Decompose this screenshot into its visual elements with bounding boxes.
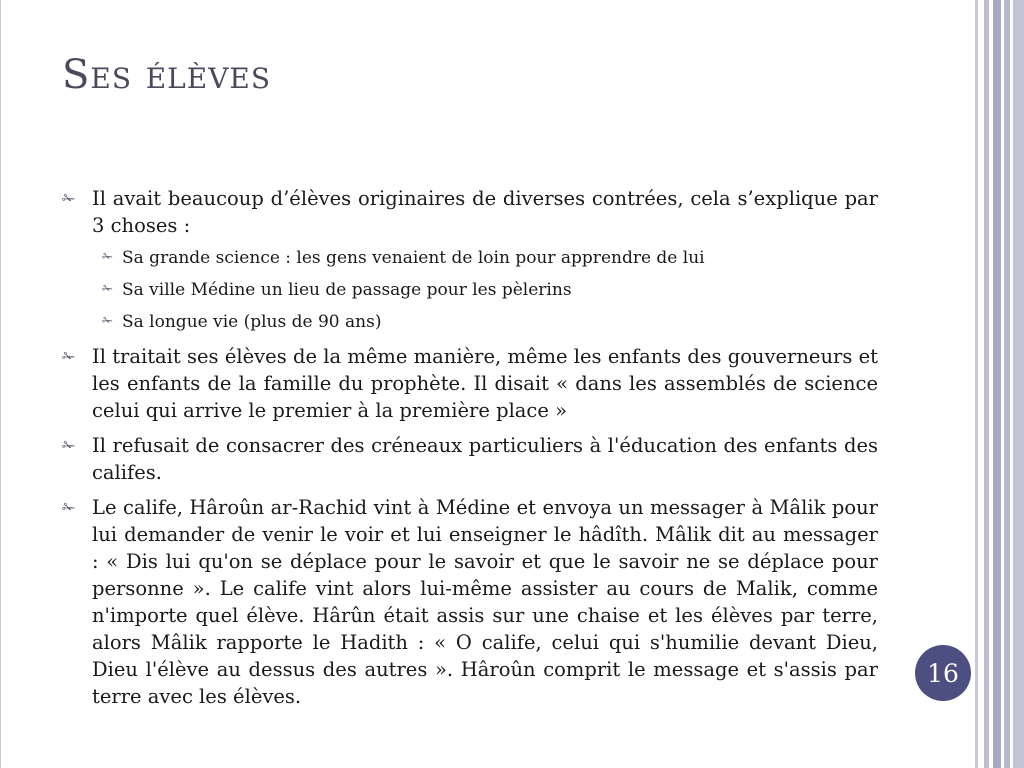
stripe xyxy=(993,0,1001,768)
sub-bullet-item xyxy=(60,247,878,269)
scissors-icon: ✁ xyxy=(102,314,113,329)
sub-bullet-text: Sa ville Médine un lieu de passage pour les pèlerins xyxy=(122,280,572,300)
bullet-item xyxy=(60,343,878,424)
sub-bullet-item xyxy=(60,311,878,333)
slide-title: Ses élèves xyxy=(62,52,272,98)
sub-bullet-text: Sa longue vie (plus de 90 ans) xyxy=(122,312,382,332)
scissors-icon: ✁ xyxy=(62,498,76,517)
scissors-icon: ✁ xyxy=(102,282,113,297)
bullet-text: Il traitait ses élèves de la même manière, même les enfants des gouverneurs et les enfants de la famille du prophète. Il disait « dans les assemblés de science celui qui arrive le premier à la première place » xyxy=(92,345,878,422)
bullet-text: Le calife, Hâroûn ar-Rachid vint à Médine et envoya un messager à Mâlik pour lui demander de venir le voir et lui enseigner le hâdîth. Mâlik dit au messager : « Dis lui qu'on se déplace pour le savoir et que le savoir ne se déplace pour personne ». Le calife vint alors lui-même assister au cours de Malik, comme n'importe quel élève. Hârûn était assis sur une chaise et les élèves par terre, alors Mâlik rapporte le Hadith : « O calife, celui qui s'humilie devant Dieu, Dieu l'élève au dessus des autres ». Hâroûn comprit le message et s'assis par terre avec les élèves. xyxy=(92,496,878,708)
bullet-text: Il refusait de consacrer des créneaux particuliers à l'éducation des enfants des califes. xyxy=(92,434,878,484)
scissors-icon: ✁ xyxy=(102,250,113,265)
slide-content xyxy=(60,185,878,718)
scissors-icon: ✁ xyxy=(62,347,76,366)
sub-bullet-item xyxy=(60,279,878,301)
scissors-icon: ✁ xyxy=(62,189,76,208)
scissors-icon: ✁ xyxy=(62,436,76,455)
decorative-stripes xyxy=(975,0,1024,768)
bullet-item xyxy=(60,494,878,710)
stripe xyxy=(1013,0,1024,768)
page-number-badge: 16 xyxy=(915,645,971,701)
sub-bullet-text: Sa grande science : les gens venaient de loin pour apprendre de lui xyxy=(122,248,705,268)
bullet-item xyxy=(60,432,878,486)
bullet-item xyxy=(60,185,878,239)
bullet-text: Il avait beaucoup d’élèves originaires de diverses contrées, cela s’explique par 3 choses : xyxy=(92,187,878,237)
